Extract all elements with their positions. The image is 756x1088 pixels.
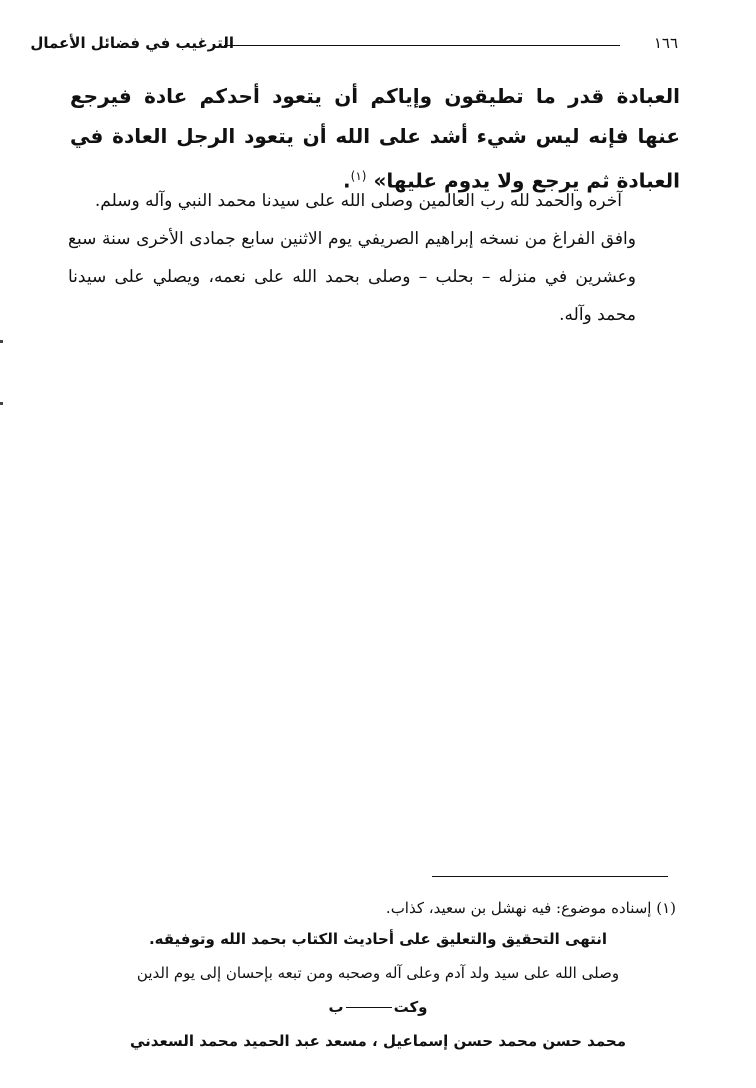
colophon-line-1: آخره والحمد لله رب العالمين وصلى الله على سيدنا محمد النبي وآله وسلم. — [94, 191, 622, 211]
closing-line-1: انتهى التحقيق والتعليق على أحاديث الكتاب بحمد الله وتوفيقه. — [148, 930, 608, 948]
colophon — [68, 182, 680, 334]
closing-line-2: وصلى الله على سيد ولد آدم وعلى آله وصحبه ومن تبعه بإحسان إلى يوم الدين — [136, 964, 620, 982]
closing-section — [60, 922, 696, 1058]
footnote-separator — [432, 876, 668, 877]
tatweel-stroke — [346, 1007, 392, 1008]
footnote-text: (١) إسناده موضوع: فيه نهشل بن سعيد، كذاب. — [385, 899, 676, 917]
page-number: ١٦٦ — [653, 34, 678, 52]
wrote-start: وكت — [393, 998, 428, 1016]
wrote-by-label — [60, 990, 696, 1024]
quote-text: العبادة قدر ما تطيقون وإياكم أن يتعود أحدكم عادة فيرجع عنها فإنه ليس شيء أشد على الله أن يتعود الرجل العادة في العبادة ثم يرجع ولا يدوم عليها» — [70, 84, 680, 193]
header-rule — [224, 45, 620, 46]
margin-mark — [0, 402, 3, 405]
quote-end-mark: . — [343, 168, 351, 193]
authors-line: محمد حسن محمد حسن إسماعيل ، مسعد عبد الحميد محمد السعدني — [130, 1032, 626, 1050]
page-header — [30, 30, 678, 56]
footnote-reference: (١) — [350, 169, 367, 183]
margin-mark — [0, 340, 3, 343]
wrote-end: ب — [328, 998, 344, 1016]
book-title: الترغيب في فضائل الأعمال — [30, 34, 234, 52]
colophon-line-2: وافق الفراغ من نسخه إبراهيم الصريفي يوم الاثنين سابع جمادى الأخرى سنة سبع وعشرين في منزله – بحلب – وصلى بحمد الله على نعمه، ويصلي على سيدنا محمد وآله. — [68, 229, 636, 325]
footnote — [76, 896, 676, 920]
